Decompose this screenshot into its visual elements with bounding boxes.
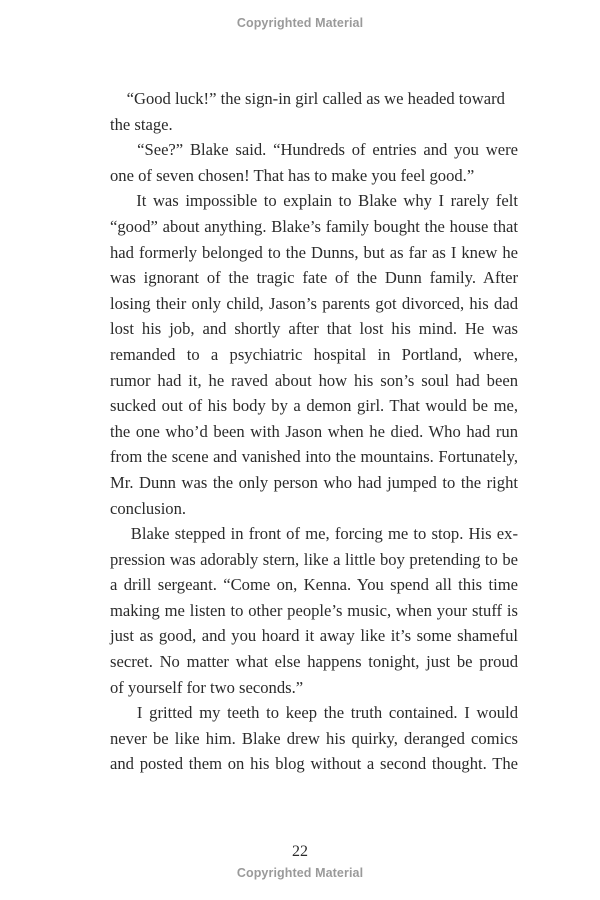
- text-line: one of seven chosen! That has to make you feel good.”: [110, 165, 475, 185]
- copyright-watermark-top: Copyrighted Material: [236, 16, 364, 30]
- text-line: secret. No matter what else happens tonight, just be proud: [110, 652, 518, 672]
- text-line: had formerly belonged to the Dunns, but as far as I knew he: [110, 242, 518, 262]
- text-line: and posted them on his blog without a second thought. The: [110, 754, 518, 774]
- text-line: I gritted my teeth to keep the truth contained. I would: [110, 703, 518, 723]
- text-line: lost his job, and shortly after that lost his mind. He was: [110, 319, 518, 339]
- copyright-watermark-bottom: Copyrighted Material: [236, 866, 364, 880]
- text-line: pression was adorably stern, like a little boy pretending to be: [110, 549, 518, 569]
- text-line: losing their only child, Jason’s parents got divorced, his dad: [110, 293, 518, 313]
- page-number: 22: [292, 843, 308, 860]
- text-line: sucked out of his body by a demon girl. That would be me,: [110, 396, 518, 416]
- text-line: conclusion.: [110, 498, 187, 518]
- text-line: remanded to a psychiatric hospital in Portland, where,: [110, 344, 518, 364]
- text-line: the one who’d been with Jason when he died. Who had run: [110, 421, 518, 441]
- text-line: Mr. Dunn was the only person who had jumped to the right: [110, 472, 518, 492]
- text-line: Blake stepped in front of me, forcing me to stop. His ex-: [110, 524, 518, 544]
- text-line: of yourself for two seconds.”: [110, 677, 304, 697]
- text-line: making me listen to other people’s music, when your stuff is: [110, 600, 518, 620]
- text-line: “Good luck!” the sign-in girl called as we headed toward: [110, 89, 505, 108]
- text-line: from the scene and vanished into the mountains. Fortunately,: [110, 447, 518, 467]
- body-text: [110, 86, 518, 777]
- text-line: rumor had it, he raved about how his son’s soul had been: [110, 370, 518, 390]
- text-line: the stage.: [110, 114, 173, 134]
- text-line: It was impossible to explain to Blake why I rarely felt: [110, 191, 518, 211]
- text-line: “good” about anything. Blake’s family bought the house that: [110, 216, 518, 236]
- text-line: never be like him. Blake drew his quirky, deranged comics: [110, 728, 518, 748]
- text-line: a drill sergeant. “Come on, Kenna. You spend all this time: [110, 575, 518, 595]
- text-line: just as good, and you hoard it away like it’s some shameful: [110, 626, 518, 646]
- text-line: was ignorant of the tragic fate of the Dunn family. After: [110, 268, 518, 288]
- text-line: “See?” Blake said. “Hundreds of entries and you were: [110, 140, 518, 160]
